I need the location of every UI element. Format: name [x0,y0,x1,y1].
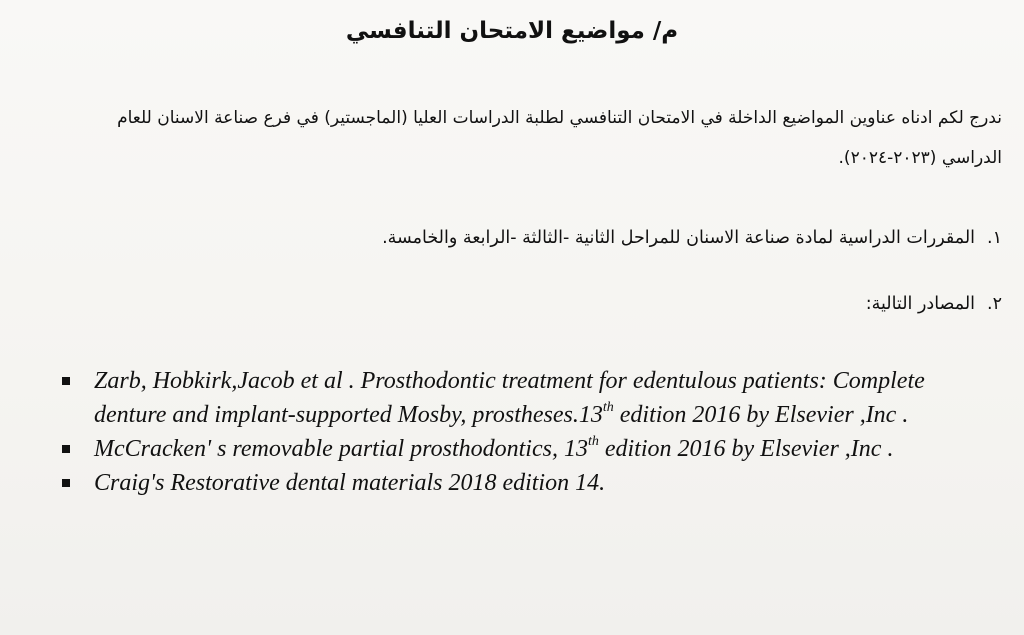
square-bullet-icon [62,445,70,453]
square-bullet-icon [62,479,70,487]
reference-item [62,364,982,432]
reference-item [62,432,982,466]
intro-paragraph: ندرج لكم ادناه عناوين المواضيع الداخلة في الامتحان التنافسي لطلبة الدراسات العليا (الماجستير) في فرع صناعة الاسنان للعام الدراسي (٢٠٢٣-٢٠٢٤). [117,108,1002,168]
list-item-text: المقررات الدراسية لمادة صناعة الاسنان للمراحل الثانية -الثالثة -الرابعة والخامسة. [382,228,976,248]
reference-text: Craig's Restorative dental materials 2018 edition 14. [94,470,606,496]
list-item-courses [42,228,1002,248]
reference-superscript: th [602,400,614,415]
document-title: م/ مواضيع الامتحان التنافسي [345,18,679,44]
reference-superscript: th [587,434,599,449]
reference-list [62,364,982,500]
list-item-number: ١. [987,228,1002,248]
list-item-number: ٢. [987,294,1002,314]
reference-item [62,466,982,500]
list-item-text: المصادر التالية: [865,294,976,314]
reference-text: McCracken' s removable partial prosthodontics, 13 [94,436,588,462]
list-item-sources [42,294,1002,314]
square-bullet-icon [62,377,70,385]
reference-text-end: edition 2016 by Elsevier ,Inc . [613,402,909,428]
reference-text-end: edition 2016 by Elsevier ,Inc . [598,436,894,462]
reference-text: Zarb, Hobkirk,Jacob et al . Prosthodontic treatment for edentulous patients: Complete denture and implant-supported Mosby, prostheses.13 [94,368,925,428]
